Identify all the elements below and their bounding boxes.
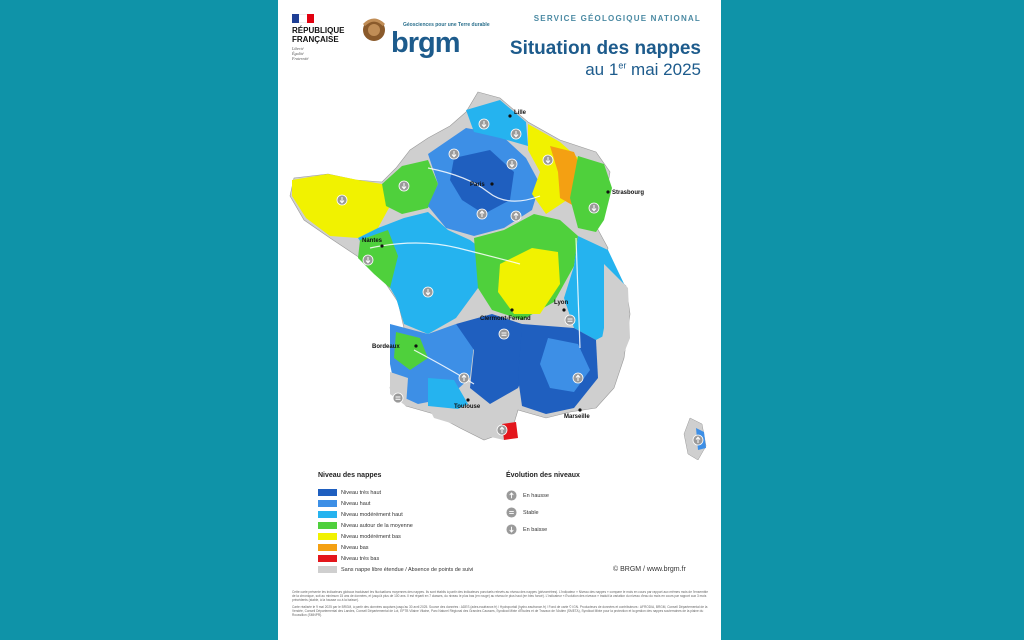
- footnote-paragraph: Cette carte présente les indicateurs globaux traduisant les fluctuations moyennes des nappes. Ils sont établis à partir des indicateurs ponctuels relevés au niveau des nappes (piézomètres). L'indicateur « Niveau des nappes » compare le mois en cours par rapport aux mêmes mois de l'ensemble de la chronique, soit au minimum 15 ans de données, et jusqu'à plus de 100 ans. Il est réparti en 7 classes, du niveau le plus bas (en rouge) au niveau le plus haut (en bleu foncé). L'indicateur « Évolution des niveaux » traduit la variation du niveau d'eau du mois en cours par rapport aux 3 mois précédents (stable, à la hausse ou à la baisse).: [292, 590, 708, 603]
- trend-legend-item: En baisse: [506, 521, 656, 538]
- brgm-tagline: Géosciences pour une Terre durable: [403, 22, 490, 28]
- trend-down-marker: [337, 195, 347, 205]
- city-label-paris: Paris: [470, 182, 485, 188]
- legend-item: Niveau autour de la moyenne: [318, 520, 488, 531]
- legend-item: Niveau très bas: [318, 553, 488, 564]
- trend-down-marker: [479, 119, 489, 129]
- trend-legend-item: Stable: [506, 504, 656, 521]
- service-label: SERVICE GÉOLOGIQUE NATIONAL: [533, 14, 701, 23]
- legend-item: Niveau modérément bas: [318, 531, 488, 542]
- footnote: [292, 590, 710, 632]
- french-flag-icon: [292, 14, 314, 23]
- legend-item: Niveau haut: [318, 498, 488, 509]
- city-label-strasbourg: Strasbourg: [612, 190, 645, 196]
- trend-legend-item: En hausse: [506, 487, 656, 504]
- legend-swatch-moyenne: [318, 522, 337, 529]
- republique-francaise-logo: [292, 14, 352, 61]
- trend-down-marker: [423, 287, 433, 297]
- trend-stable-marker: [499, 329, 509, 339]
- legend-swatch-none: [318, 566, 337, 573]
- legend-swatch-tres-bas: [318, 555, 337, 562]
- legend-item: Niveau très haut: [318, 487, 488, 498]
- city-label-toulouse: Toulouse: [454, 404, 481, 410]
- trend-stable-marker: [393, 393, 403, 403]
- city-label-lyon: Lyon: [554, 300, 569, 306]
- copyright-text: © BRGM / www.brgm.fr: [613, 566, 686, 573]
- city-label-clermont-ferrand: Clermont-Ferrand: [480, 316, 531, 322]
- republique-motto: Liberté Égalité Fraternité: [292, 46, 309, 61]
- legend-swatch-tres-haut: [318, 489, 337, 496]
- city-label-lille: Lille: [514, 110, 527, 116]
- page-subtitle: au 1er mai 2025: [585, 60, 701, 79]
- footnote-paragraph: Carte réalisée le 9 mai 2025 par le BRGM, à partir des données acquises jusqu'au 30 avril 2025. Source des données : ADES (ades.eaufrance.fr) / Hydroportail (hydro.eaufrance.fr) / Fond de carte © IGN. Producteurs de données et contributeurs : AFRODIA, BRGM, Conseil Départemental de la Vendée, Conseil Départemental des Landes, Conseil Départemental de Lot, EPTB Vilaine Vilaine, Parc Naturel Régional des Grandes Causses, Syndicat Mixte d'Études et de Travaux de l'Astien (SMETA), Syndicat Mixte pour la protection et la gestion des nappes souterraines de la plaine du Roussillon (SMNPR).: [292, 604, 708, 618]
- trend-down-marker: [363, 255, 373, 265]
- legend-swatch-bas: [318, 544, 337, 551]
- trend-down-marker: [507, 159, 517, 169]
- legend-item: Niveau bas: [318, 542, 488, 553]
- trend-down-marker: [511, 129, 521, 139]
- trend-up-marker: [573, 373, 583, 383]
- trend-stable-marker: [565, 315, 575, 325]
- page-title: Situation des nappes: [509, 38, 701, 59]
- region-brittany: [292, 174, 390, 238]
- arrow-up-icon: [506, 490, 517, 501]
- legend-swatch-moderement-haut: [318, 511, 337, 518]
- city-label-bordeaux: Bordeaux: [372, 344, 400, 350]
- trend-down-marker: [449, 149, 459, 159]
- republique-name: RÉPUBLIQUE FRANÇAISE: [292, 26, 345, 44]
- trend-up-marker: [693, 435, 703, 445]
- trend-legend-title: Évolution des niveaux: [506, 472, 580, 479]
- legend-swatch-moderement-bas: [318, 533, 337, 540]
- bulletin-sheet: [278, 0, 721, 640]
- trend-up-marker: [497, 425, 507, 435]
- level-legend: [318, 472, 488, 575]
- trend-legend: [506, 472, 656, 538]
- trend-up-marker: [511, 211, 521, 221]
- trend-down-marker: [589, 203, 599, 213]
- trend-up-marker: [459, 373, 469, 383]
- trend-down-marker: [543, 155, 553, 165]
- arrow-down-icon: [506, 524, 517, 535]
- legend-swatch-haut: [318, 500, 337, 507]
- legend-item: Sans nappe libre étendue / Absence de points de suivi: [318, 564, 488, 575]
- france-groundwater-map: [278, 88, 721, 460]
- level-legend-title: Niveau des nappes: [318, 472, 382, 479]
- city-label-nantes: Nantes: [362, 238, 383, 244]
- city-label-marseille: Marseille: [564, 414, 590, 420]
- brgm-logo-icon: [360, 15, 388, 43]
- trend-up-marker: [477, 209, 487, 219]
- trend-down-marker: [399, 181, 409, 191]
- brgm-wordmark: brgm: [391, 27, 460, 59]
- equals-icon: [506, 507, 517, 518]
- legend-item: Niveau modérément haut: [318, 509, 488, 520]
